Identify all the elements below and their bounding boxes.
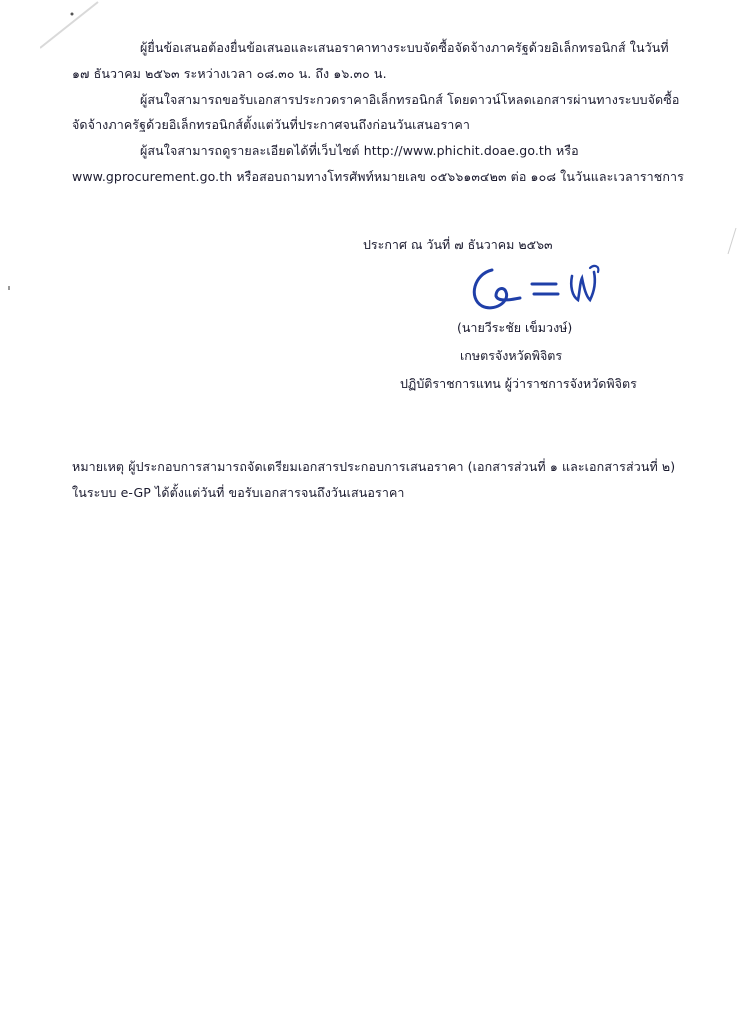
scan-fold-mark (40, 0, 100, 50)
paragraph-1-line-1: ผู้ยื่นข้อเสนอต้องยื่นข้อเสนอและเสนอราคาทางระบบจัดซื้อจัดจ้างภาครัฐด้วยอิเล็กทรอนิกส์ ในวันที่ (140, 40, 669, 55)
paragraph-3-line-2: www.gprocurement.go.th หรือสอบถามทางโทรศัพท์หมายเลข ๐๕๖๖๑๓๔๒๓ ต่อ ๑๐๘ ในวันและเวลาราชการ (72, 169, 684, 184)
signatory-name: (นายวีระชัย เข็มวงษ์) (457, 320, 573, 335)
paragraph-2-line-2: จัดจ้างภาครัฐด้วยอิเล็กทรอนิกส์ตั้งแต่วันที่ประกาศจนถึงก่อนวันเสนอราคา (72, 117, 470, 132)
note-line-2: ในระบบ e-GP ได้ตั้งแต่วันที่ ขอรับเอกสารจนถึงวันเสนอราคา (72, 485, 405, 500)
note-line-1: หมายเหตุ ผู้ประกอบการสามารถจัดเตรียมเอกสารประกอบการเสนอราคา (เอกสารส่วนที่ ๑ และเอกสารส่วนที่ ๒) (72, 459, 676, 474)
paragraph-2-line-1: ผู้สนใจสามารถขอรับเอกสารประกวดราคาอิเล็กทรอนิกส์ โดยดาวน์โหลดเอกสารผ่านทางระบบจัดซื้อ (140, 92, 680, 107)
paragraph-3-line-1: ผู้สนใจสามารถดูรายละเอียดได้ที่เว็บไซต์ http://www.phichit.doae.go.th หรือ (140, 143, 579, 158)
handwritten-signature (460, 258, 620, 318)
scan-speck (8, 286, 10, 290)
scan-edge-mark (724, 226, 740, 256)
signatory-acting: ปฏิบัติราชการแทน ผู้ว่าราชการจังหวัดพิจิตร (400, 376, 637, 391)
paragraph-1-line-2: ๑๗ ธันวาคม ๒๕๖๓ ระหว่างเวลา ๐๘.๓๐ น. ถึง ๑๖.๓๐ น. (72, 66, 387, 81)
announce-date: ประกาศ ณ วันที่ ๗ ธันวาคม ๒๕๖๓ (363, 237, 553, 252)
signatory-title: เกษตรจังหวัดพิจิตร (460, 348, 563, 363)
